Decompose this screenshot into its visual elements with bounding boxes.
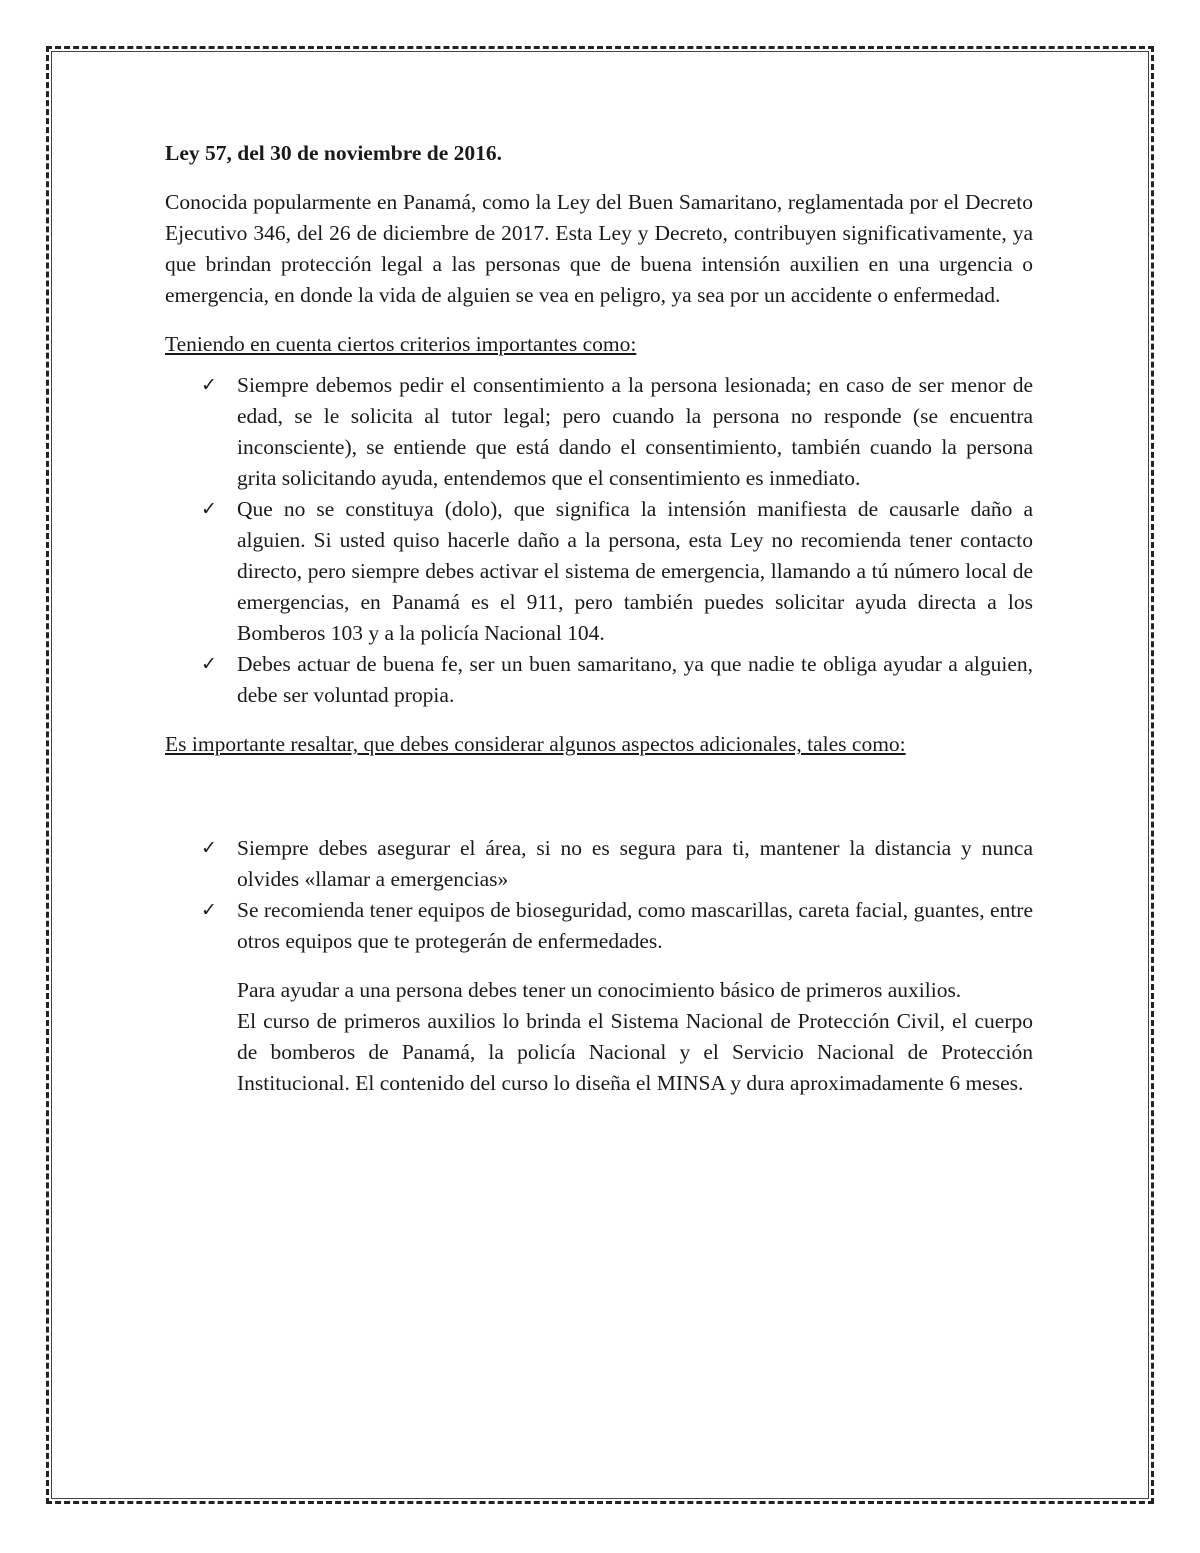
checkmark-icon: ✓	[201, 653, 217, 675]
list-item	[165, 494, 1033, 649]
list-item-text: Que no se constituya (dolo), que significa la intensión manifiesta de causarle daño a alguien. Si usted quiso hacerle daño a la persona, esta Ley no recomienda tener contacto directo, pero siempre debes activar el sistema de emergencia, llamando a tú número local de emergencias, en Panamá es el 911, pero también puedes solicitar ayuda directa a los Bomberos 103 y a la policía Nacional 104.	[237, 497, 1033, 645]
criteria-heading: Teniendo en cuenta ciertos criterios importantes como:	[165, 332, 637, 356]
list-item	[165, 649, 1033, 711]
list-item	[165, 833, 1033, 895]
checkmark-icon: ✓	[201, 899, 217, 921]
list-item-text: Debes actuar de buena fe, ser un buen samaritano, ya que nadie te obliga ayudar a alguien, debe ser voluntad propia.	[237, 652, 1033, 707]
list-item-text: Siempre debemos pedir el consentimiento a la persona lesionada; en caso de ser menor de edad, se le solicita al tutor legal; pero cuando la persona no responde (se encuentra inconsciente), se entiende que está dando el consentimiento, también cuando la persona grita solicitando ayuda, entendemos que el consentimiento es inmediato.	[237, 373, 1033, 490]
list-item-text: Se recomienda tener equipos de bioseguridad, como mascarillas, careta facial, guantes, entre otros equipos que te protegerán de enfermedades.	[237, 898, 1033, 953]
intro-paragraph: Conocida popularmente en Panamá, como la Ley del Buen Samaritano, reglamentada por el Decreto Ejecutivo 346, del 26 de diciembre de 2017. Esta Ley y Decreto, contribuyen significativamente, ya que brindan protección legal a las personas que de buena intensión auxilien en una urgencia o emergencia, en donde la vida de alguien se vea en peligro, ya sea por un accidente o enfermedad.	[165, 190, 1033, 307]
checkmark-icon: ✓	[201, 374, 217, 396]
list-item-text: Siempre debes asegurar el área, si no es segura para ti, mantener la distancia y nunca olvides «llamar a emergencias»	[237, 836, 1033, 891]
aspects-heading: Es importante resaltar, que debes considerar algunos aspectos adicionales, tales como:	[165, 732, 906, 756]
closing-paragraph-1: Para ayudar a una persona debes tener un conocimiento básico de primeros auxilios.	[237, 978, 962, 1002]
aspects-list	[165, 833, 1033, 957]
checkmark-icon: ✓	[201, 498, 217, 520]
criteria-list	[165, 370, 1033, 711]
document-title: Ley 57, del 30 de noviembre de 2016.	[165, 141, 503, 165]
document-body	[165, 138, 1033, 1099]
checkmark-icon: ✓	[201, 837, 217, 859]
blank-space	[165, 770, 1033, 833]
list-item	[165, 895, 1033, 957]
list-item	[165, 370, 1033, 494]
closing-paragraph-2: El curso de primeros auxilios lo brinda el Sistema Nacional de Protección Civil, el cuerpo de bomberos de Panamá, la policía Nacional y el Servicio Nacional de Protección Institucional. El contenido del curso lo diseña el MINSA y dura aproximadamente 6 meses.	[237, 1009, 1033, 1095]
